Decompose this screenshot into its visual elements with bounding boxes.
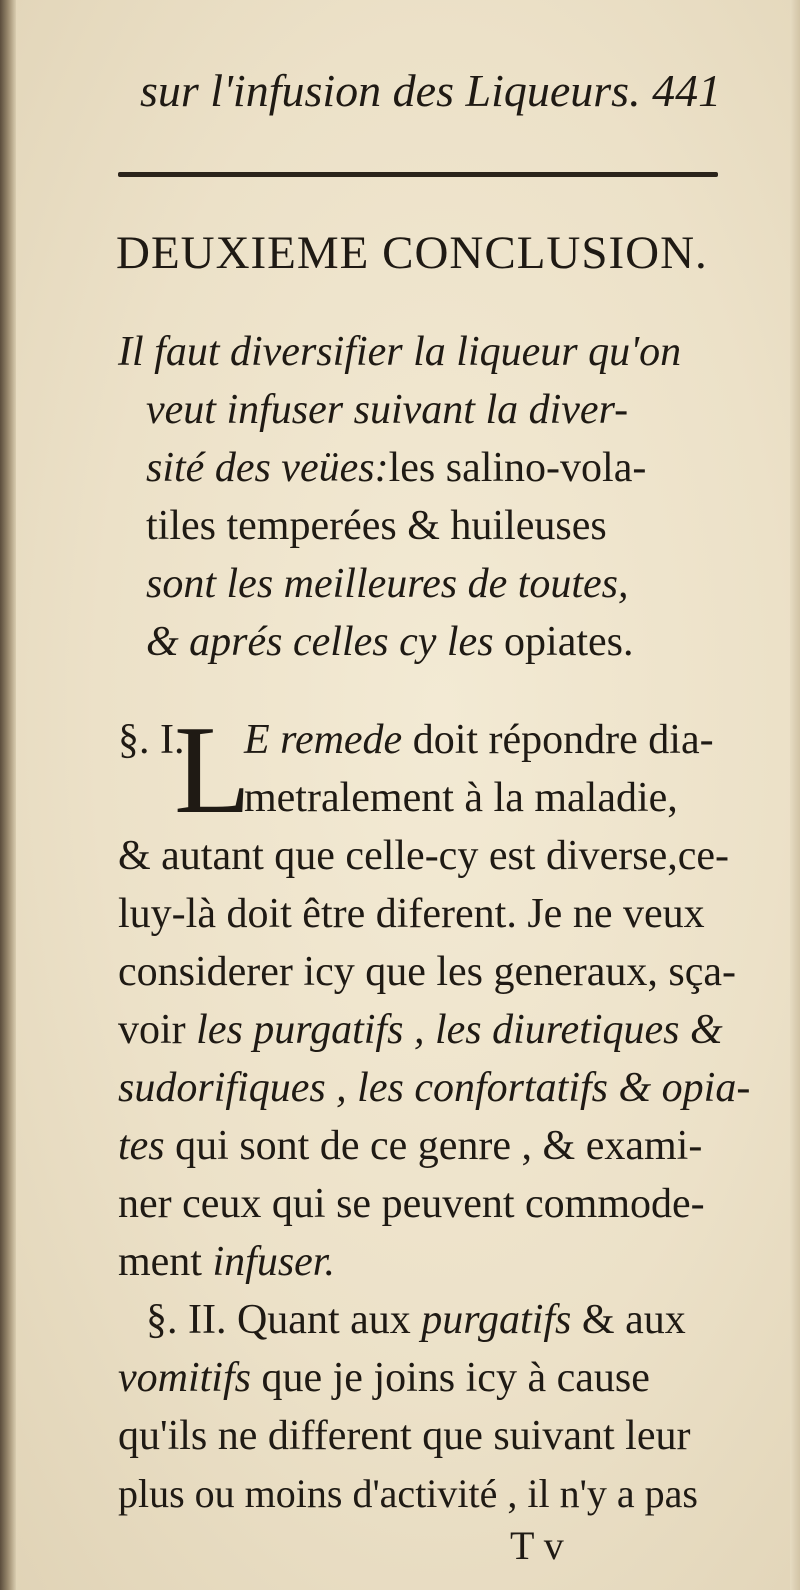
body-line [118, 1354, 650, 1402]
conclusion-line: veut infuser suivant la diver- [146, 387, 629, 433]
paragraph-number: §. I. [118, 717, 185, 763]
body-line: luy-là doit être diferent. Je ne veux [118, 891, 705, 937]
catchword: T v [510, 1523, 564, 1568]
body-line: ner ceux qui se peuvent commode- [118, 1181, 705, 1227]
body-line [244, 716, 714, 764]
body-line [118, 1122, 702, 1170]
body-text: doit répondre dia- [412, 717, 714, 763]
body-text: vomitifs [118, 1355, 251, 1401]
conclusion-line [146, 444, 646, 492]
body-line [118, 1238, 335, 1286]
body-line: metralement à la maladie, [244, 775, 678, 821]
body-line: sudorifiques , les confortatifs & opia- [118, 1065, 751, 1111]
conclusion-text: & aprés celles cy les [146, 619, 505, 665]
page-gutter [0, 0, 16, 1590]
conclusion-line: Il faut diversifier la liqueur qu'on [118, 329, 682, 375]
body-text: purgatifs [421, 1297, 572, 1343]
conclusion-text: les salino-vola- [388, 445, 647, 491]
body-line: & autant que celle-cy est diverse,ce- [118, 833, 730, 879]
body-text: §. II. Quant aux [146, 1297, 422, 1343]
body-line: qu'ils ne different que suivant leur [118, 1413, 691, 1459]
page-edge [790, 0, 800, 1590]
body-text: voir [118, 1007, 197, 1053]
conclusion-line [146, 618, 634, 666]
conclusion-text: sité des veües: [146, 445, 389, 491]
body-text: & aux [571, 1297, 686, 1343]
header-rule [118, 172, 718, 177]
body-text: E remede [244, 717, 413, 763]
body-text: qui sont de ce genre , & exami- [164, 1123, 703, 1169]
body-text: infuser. [212, 1239, 335, 1285]
conclusion-text: opiates. [504, 619, 634, 665]
drop-capital: L [174, 701, 251, 840]
body-text: ment [118, 1239, 213, 1285]
section-heading: DEUXIEME CONCLUSION. [116, 227, 708, 279]
running-head: sur l'infusion des Liqueurs. 441 [140, 65, 722, 116]
body-line [146, 1296, 686, 1344]
body-line [118, 1006, 723, 1054]
conclusion-line: tiles temperées & huileuses [146, 503, 607, 549]
body-line: plus ou moins d'activité , il n'y a pas [118, 1471, 698, 1516]
body-text: que je joins icy à cause [251, 1355, 650, 1401]
body-text: les purgatifs , les diuretiques & [196, 1007, 723, 1053]
body-line: considerer icy que les generaux, sça- [118, 949, 737, 995]
body-text: tes [118, 1123, 165, 1169]
conclusion-line: sont les meilleures de toutes, [146, 561, 629, 607]
